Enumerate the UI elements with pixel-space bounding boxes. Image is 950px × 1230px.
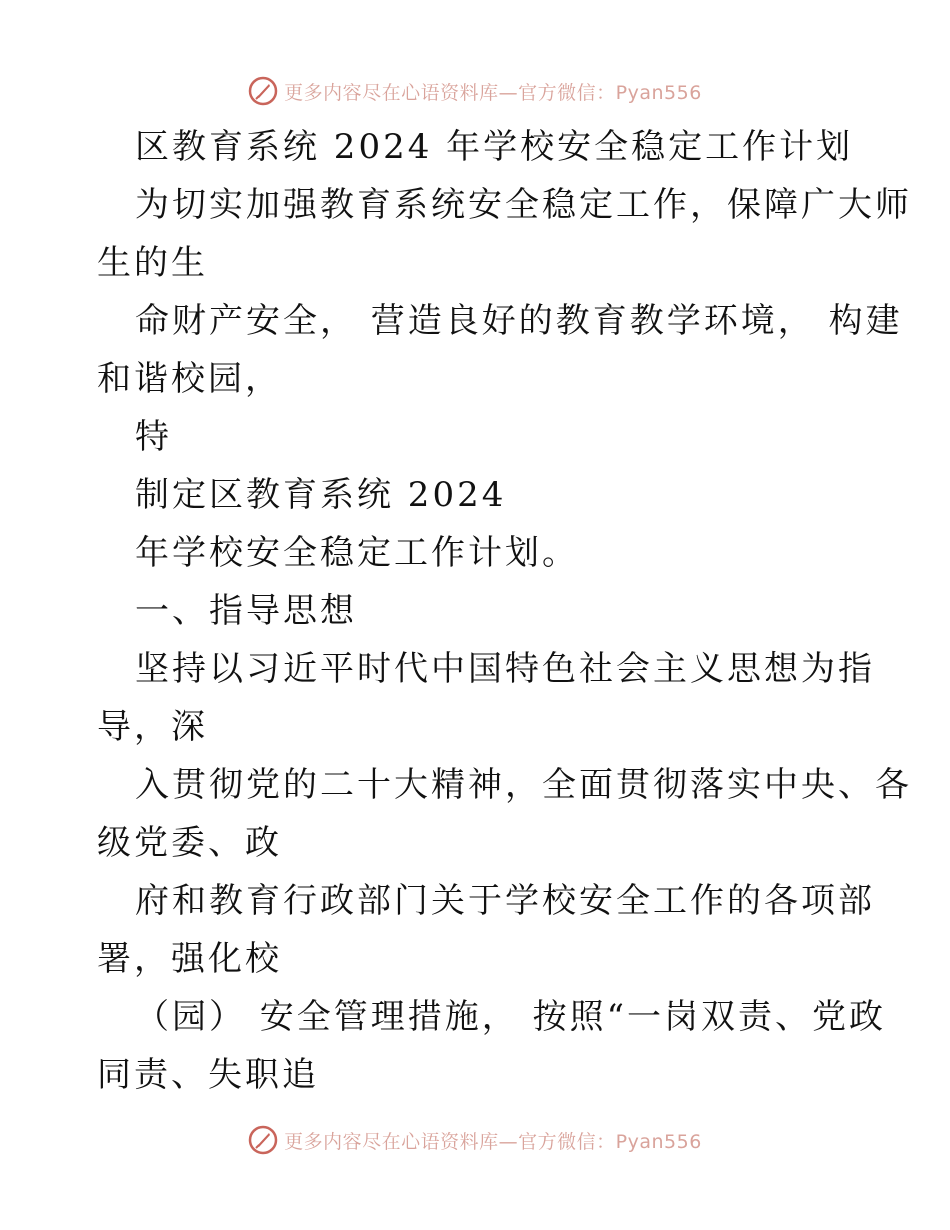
paragraph-line: 为切实加强教育系统安全稳定工作，保障广大师 [135,185,912,225]
paragraph-line: 制定区教育系统 2024 [135,475,507,515]
paragraph-line: 年学校安全稳定工作计划。 [135,533,579,573]
watermark-text: 更多内容尽在心语资料库—官方微信：Pyan556 [284,1130,702,1153]
document-body [97,118,912,1104]
paragraph-line: 生的生 [97,243,208,283]
paragraph-line: 同责、失职追 [97,1055,319,1095]
section-heading: 一、指导思想 [135,591,357,631]
quill-logo-icon [248,1125,278,1155]
watermark-header [0,71,950,111]
quill-logo-icon [248,76,278,106]
paragraph-line: 署，强化校 [97,939,282,979]
paragraph-line: 特 [135,417,172,457]
paragraph-line: 入贯彻党的二十大精神，全面贯彻落实中央、各 [135,765,912,805]
paragraph-line: 级党委、政 [97,823,282,863]
paragraph-line: 命财产安全， 营造良好的教育教学环境， 构建 [135,301,903,341]
paragraph-line: 坚持以习近平时代中国特色社会主义思想为指 [135,649,875,689]
paragraph-line: 府和教育行政部门关于学校安全工作的各项部 [135,881,875,921]
watermark-footer [0,1120,950,1160]
paragraph-line: （园） 安全管理措施， 按照“一岗双责、党政 [135,997,886,1037]
paragraph-line: 和谐校园， [97,359,282,399]
watermark-text: 更多内容尽在心语资料库—官方微信：Pyan556 [284,81,702,104]
document-title: 区教育系统 2024 年学校安全稳定工作计划 [135,127,854,167]
paragraph-line: 导，深 [97,707,208,747]
